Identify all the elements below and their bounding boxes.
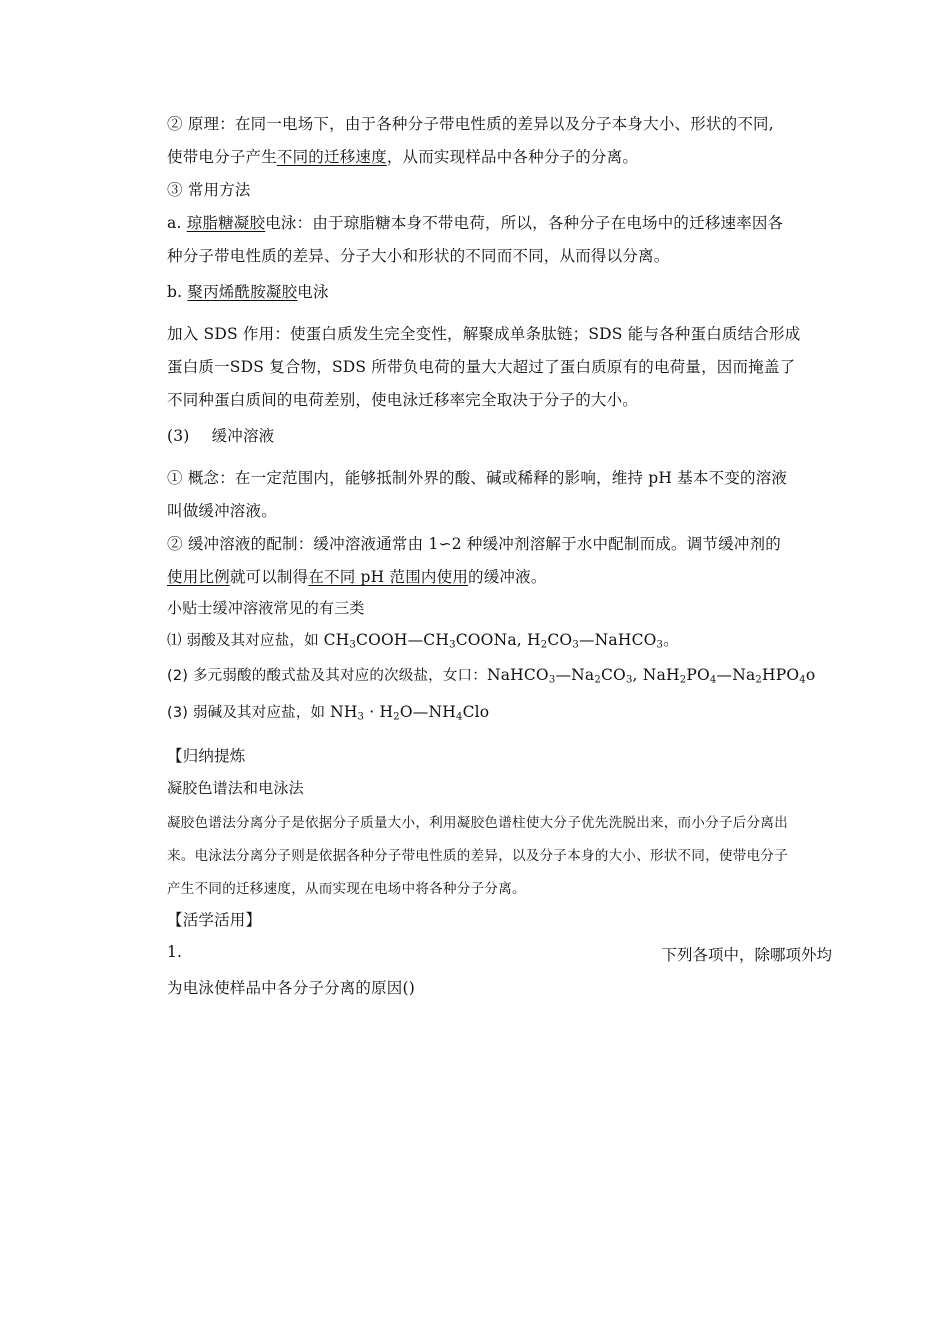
principle-line-1: ② 原理：在同一电场下，由于各种分子带电性质的差异以及分子本身大小、形状的不同, (167, 115, 774, 133)
tips-item-3-formula: $NH_3$ · $H_2O—NH_4Clo$ (330, 703, 490, 723)
tips-item-3-label: (3) 弱碱及其对应盐，如 (167, 705, 331, 721)
tips-item-3 (167, 701, 489, 722)
method-b-line (167, 280, 329, 302)
tips-item-2-formula: $NaHCO_3—Na_2CO_3$, $NaH_2PO_4—Na_2HPO_4o$ (486, 666, 816, 686)
principle-line-2-post: ，从而实现样品中各种分子的分离。 (386, 148, 639, 166)
principle-key-phrase: 不同的迁移速度 (276, 148, 387, 166)
method-a-line-2: 种分子带电性质的差异、分子大小和形状的不同而不同，从而得以分离。 (167, 247, 670, 265)
summary-line-2: 来。电泳法分离分子则是依据各种分子带电性质的差异，以及分子本身的大小、形状不同，使带电分子 (167, 848, 788, 864)
buffer-prep-post: 的缓冲液。 (468, 568, 547, 586)
buffer-prep-line-2 (167, 565, 547, 587)
summary-line-3: 产生不同的迁移速度，从而实现在电场中将各种分子分离。 (167, 881, 526, 897)
method-a-line-1 (167, 211, 783, 233)
sds-line-2: 蛋白质一SDS 复合物，SDS 所带负电荷的量大大超过了蛋白质原有的电荷量，因而掩盖了 (167, 358, 796, 376)
tips-item-1-formula: $CH_3COOH—CH_3COONa$, $H_2CO_3—NaHCO_3$。 (323, 631, 679, 651)
method-b-rest: 电泳 (297, 283, 329, 301)
principle-line-2 (167, 145, 638, 167)
buffer-concept-line-2: 叫做缓冲溶液。 (167, 502, 277, 520)
tips-item-2 (167, 664, 815, 685)
tips-title: 小贴士缓冲溶液常见的有三类 (167, 599, 365, 617)
question-1-text-end: 为电泳使样品中各分子分离的原因() (167, 979, 415, 997)
buffer-prep-mid: 就可以制得 (229, 568, 309, 586)
tips-item-1 (167, 628, 679, 650)
principle-line-2-pre: 使带电分子产生 (167, 148, 277, 166)
question-1-number: 1. (167, 943, 183, 961)
sds-line-3: 不同种蛋白质间的电荷差别，使电泳迁移率完全取决于分子的大小。 (167, 391, 639, 409)
buffer-heading-text: 缓冲溶液 (211, 427, 275, 445)
tips-item-1-label: ⑴ 弱酸及其对应盐，如 (167, 633, 324, 649)
tips-item-2-label: (2) 多元弱酸的酸式盐及其对应的次级盐，女口： (167, 668, 487, 684)
buffer-heading (167, 424, 274, 446)
methods-heading: ③ 常用方法 (167, 181, 251, 199)
buffer-concept-line-1: ① 概念：在一定范围内，能够抵制外界的酸、碱或稀释的影响，维持 pH 基本不变的溶液 (167, 469, 788, 487)
method-b-term: 聚丙烯酰胺凝胶 (187, 283, 298, 301)
practice-heading: 【活学活用】 (167, 911, 262, 929)
buffer-prep-line-1: ② 缓冲溶液的配制：缓冲溶液通常由 1∽2 种缓冲剂溶解于水中配制而成。调节缓冲剂的 (167, 535, 781, 553)
method-a-term: 琼脂糖凝胶 (186, 214, 266, 232)
question-1-text-start: 下列各项中，除哪项外均 (661, 946, 832, 964)
sds-line-1: 加入 SDS 作用：使蛋白质发生完全变性，解聚成单条肽链；SDS 能与各种蛋白质结合形成 (167, 325, 801, 343)
method-a-rest: 电泳：由于琼脂糖本身不带电荷，所以，各种分子在电场中的迁移速率因各 (265, 214, 784, 232)
summary-title: 凝胶色谱法和电泳法 (167, 779, 304, 797)
buffer-prep-range: 在不同 pH 范围内使用 (308, 568, 469, 586)
buffer-heading-number: (3) (167, 427, 190, 445)
summary-heading: 【归纳提炼 (167, 747, 246, 765)
buffer-prep-ratio: 使用比例 (167, 568, 230, 586)
method-a-prefix: a. (167, 214, 187, 232)
summary-line-1: 凝胶色谱法分离分子是依据分子质量大小，利用凝胶色谱柱使大分子优先洗脱出来，而小分子后分离出 (167, 815, 788, 831)
method-b-prefix: b. (167, 283, 188, 301)
